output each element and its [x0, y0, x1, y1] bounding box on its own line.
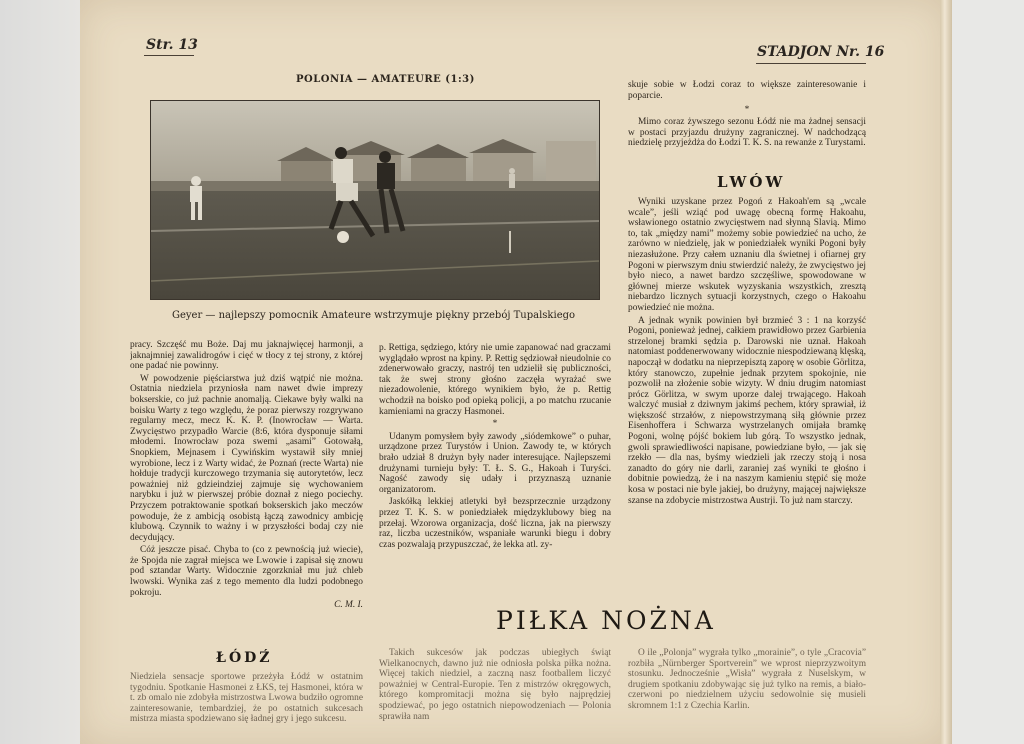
- section-heading-pilka-nozna: PIŁKA NOŻNA: [496, 606, 716, 635]
- football-match-illustration: [151, 101, 599, 299]
- col1-paragraph-3: Cóż jeszcze pisać. Chyba to (co z pewnością już wiecie), że Spojda nie zagrał miejsca we Lwowie i zapisał się znowu pod sztandar Warty. Widocznie zgorzkniał mu już chleb lwowski. Wynika zaś z tego memento dla ludzi podobnego pokroju.: [130, 545, 363, 598]
- col3-intro-2: Mimo coraz żywszego sezonu Łódź nie ma żadnej sensacji w postaci przyjazdu drużyny zagranicznej. W nadchodzącą niedzielę przyjeżdża do Łodzi T. K. S. na rewanże z Turystami.: [628, 117, 866, 149]
- col3-intro: skuje sobie w Łodzi coraz to większe zainteresowanie i poparcie.: [628, 80, 866, 101]
- header-underline-right: [756, 63, 866, 64]
- pilka-article-left: Takich sukcesów jak podczas ubiegłych świąt Wielkanocnych, dawno już nie odniosła polska piłka nożna. Więcej takich niedziel, a zaczną nasz footballem liczyć poważniej w Central-Europie. Ten z mistrzów okręgowych, którego kompromitacji można się było najprędziej spodziewać, po jego ostatnich niepowodzeniach — Polonia sprawiła nam: [379, 648, 611, 722]
- col1-signature: C. M. I.: [334, 600, 363, 611]
- scan-background-left: [0, 0, 80, 744]
- photo-caption: Geyer — najlepszy pomocnik Amateure wstrzymuje piękny przebój Tupalskiego: [172, 310, 576, 321]
- section-heading-lwow: LWÓW: [717, 173, 786, 191]
- col2-paragraph-2: Udanym pomysłem były zawody „siódemkowe” o puhar, urządzone przez Turystów i Union. Zawody te, w których brało udział 8 drużyn były nader interesujące. Najlepszemi drużynami turnieju były: T. Ł. S. G., Hakoah i Turyści. Nagość zawody się udały i przyznaszą uznanie organizatorom.: [379, 431, 611, 495]
- header-underline-left: [144, 55, 194, 56]
- article-column-3: [628, 197, 866, 587]
- match-photo: [150, 100, 600, 300]
- page-edge: [940, 0, 952, 744]
- lodz-article-text: Niedziela sensacje sportowe przeżyła Łódź w ostatnim tygodniu. Spotkanie Hasmonei z ŁKS, tej Hasmonei, która w t. zb omalo nie zdobyła mistrzostwa Lwowa budziło ogromne zainteresowanie, tembardziej, że po ostatnich sukcesach mistrza miasta spodziewano się ładnej gry i jego sukcesu.: [130, 672, 363, 725]
- newspaper-page: [80, 0, 946, 744]
- magazine-title: STADJON Nr. 16: [757, 44, 885, 60]
- col1-paragraph-1: pracy. Szczęść mu Boże. Daj mu jaknajwięcej harmonji, a jaknajmniej zawalidrogów i cięć w tłocy z tej strony, z której one padać nie powinny.: [130, 340, 363, 372]
- photo-title: POLONIA — AMATEURE (1:3): [296, 74, 475, 85]
- scan-background-right: [950, 0, 1024, 744]
- col2-paragraph-1: p. Rettiga, sędziego, który nie umie zapanować nad graczami wyglądało wprost na kpiny. P. Rettig sędziował nieudolnie co zdenerwowało graczy, nastrój ten udzielił się publiczności, tak że swej strony głośno zaczęła wyrażać swe niezadowolenie, którego wynikiem było, że p. Rettig wchodził na boisko pod opieką policji, a po matchu rzucanie kamieniami na graczy Hasmonei.: [379, 343, 611, 417]
- article-column-1: [130, 340, 363, 645]
- article-column-2: [379, 343, 611, 583]
- col3-paragraph-1: Wyniki uzyskane przez Pogoń z Hakoah'em są „wcale wcale”, jeśli wziąć pod uwagę obecną formę Hakoahu, wsławionego ostatnio zwycięstwem nad słynną Slavią. Mimo to, tak „między nami” możemy sobie powiedzieć na ucho, że zarówno w niedzielę, jak w poniedziałek wyniki Pogoni były niezasłużone. Przy całem uznaniu dla świetnej i ofiarnej gry Pogoni w pierwszym dniu stwierdzić należy, że zwycięstwo jej było nieco, a nawet bardzo szczęśliwe, spowodowane w głównej mierze wskutek wyzyskania wszystkich, zresztą niebardzo licznych sytuacji korzystnych, czego o Hakoahu powiedzieć nie można.: [628, 197, 866, 313]
- pilka-article-right: O ile „Polonja” wygrała tylko „morainie”, o tyle „Cracovia” rozbiła „Nürnberger Sportverein” we wprost nieprzyzwoitym stosunku. Jednocześnie „Wisła” wygrała z Nuselskym, w drugiem spotkaniu zdobywając się już tylko na remis, a biało-czerwoni po niedzielnem użyciu sedowolnie się musieli skromnem 1:1 z Czechia Karlin.: [628, 648, 866, 711]
- col1-paragraph-2: W powodzenie pięściarstwa już dziś wątpić nie można. Ostatnia niedziela przyniosła nam nawet dwie imprezy bokserskie, co już pachnie anomalją. Ciekawe były walki na boisku Warty z tego względu, że poraz pierwszy rozgrywano regularny mecz, mecz K. K. P. (Inowrocław — Warta. Zwycięstwo przypadło Warcie (8:6, która dysponuje siłami młodemi. Inowrocław poza swemi „asami” Gotowałą, Snopkiem, Mejnasem i Cywińskim wystawił siły mniej wyrobione, lecz i z Warty widać, że Poznań (recte Warta) nie hołduje tradycji kurczowego trzymania się autorytetów, lecz poważniej niż gdzieindziej zajmuje się wychowaniem narybku i już w pierwszej próbie doznał z niego pociechy. Przyczem potraktowanie spotkań bokserskich jako meczów powoduje, że z ambicją osobistą łączą zawodnicy ambicję klubową. Czynnik to ważny i w przyszłości bodaj czy nie decydujący.: [130, 373, 363, 543]
- col3-paragraph-2: A jednak wynik powinien był brzmieć 3 : 1 na korzyść Pogoni, ponieważ jednej, całkiem prawidłowo przez Garbienia strzelonej bramki sędzia p. Darowski nie uznał. Hakoah natomiast poddenerwowany widocznie niespodziewaną klęską, napoczął w dodatku na nieprzepisztą zaporę w osobie Görlitza, który stanowczo, zupełnie jednak przytem spokojnie, nie pozwolił na złożenie sobie wizyty. W dniu drugim natomiast prócz Görlitza, w swym uporze dalej trwającego. Hakoah walczyć musiał z dziwnym jakimś pechem, który sprawiał, iż większość strzałów, z niepowstrzymaną siłą głównie przez Eisenhoffera i Schwarza wystrzelanych omijała bramkę Pogoni, wolnę pójść bokiem lub górą. To wszystko jednak, gwoli sprawiedliwości napisane, powiedziane było, — jak się rzekło — dla nas, byśmy wiedzieli jak rzeczy stoją i nosa zanadto do góry nie darli, zaraniej zaś wyniki te głośno i dobitnie powiedzą, że i na naszym kamieniu stępić się może kosa w postaci nie byle jakiej, bo drużyny, mającej największe szanse na zdobycie mistrzostwa Austrji. To już nam starczy.: [628, 315, 866, 506]
- col2-separator-star: *: [492, 419, 498, 430]
- page-number: Str. 13: [146, 37, 198, 53]
- section-heading-lodz: ŁÓDŹ: [216, 650, 273, 666]
- col3-separator-star: *: [744, 105, 750, 115]
- col2-paragraph-3: Jaskółką lekkiej atletyki był bezsprzecznie urządzony przez T. K. S. w poniedziałek międzyklubowy bieg na przełaj. Wzorowa organizacja, dość liczna, jak na pierwszy raz, liczba uczestników, wspaniałe warunki biegu i dobry czas pozwalają przypuszczać, że lekka atl. zy-: [379, 497, 611, 550]
